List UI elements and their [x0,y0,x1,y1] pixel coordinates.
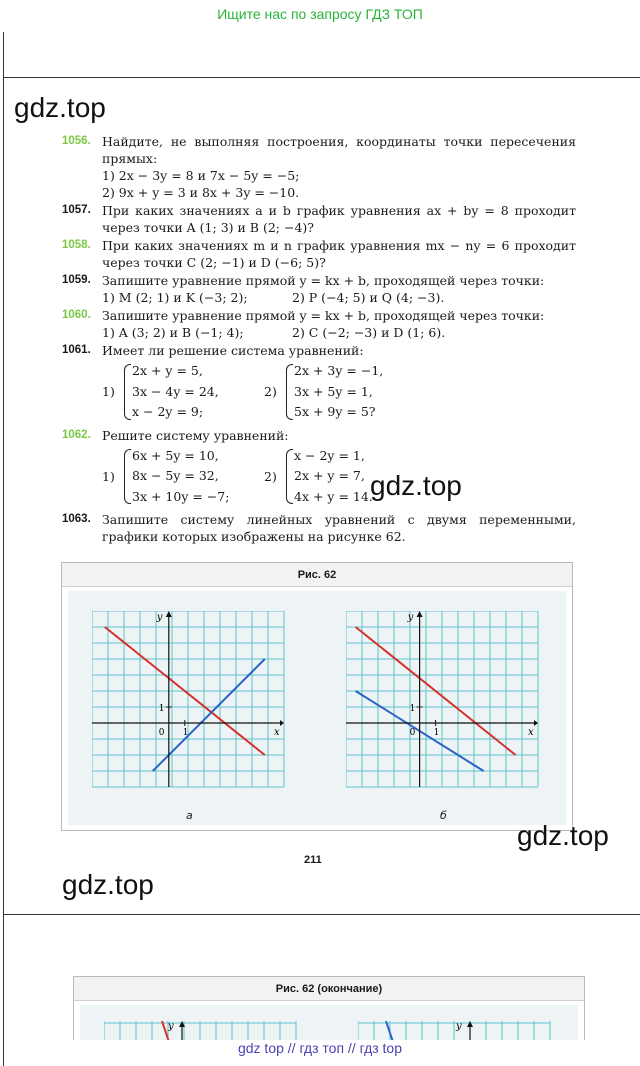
equation-system [122,446,264,508]
problem-1058 [62,237,576,271]
system-index: 1) [102,384,115,400]
figure-caption-a: а [186,809,193,822]
graph-b [346,611,546,791]
graph-a [92,611,292,791]
tick-label-x: 1 [433,728,440,738]
equation: 5x + 9y = 5? [294,404,376,419]
equation-system [122,361,264,423]
axis-x-arrow [534,720,538,726]
problem-number: 1056. [62,135,91,147]
axis-y-arrow [166,611,172,617]
problem-1059 [62,272,576,306]
bottom-banner[interactable]: gdz top // гдз топ // гдз top [237,1040,403,1056]
origin-label: 0 [158,728,165,738]
problem-text: При каких значениях m и n график уравнения mx − ny = 6 проходит через точки C (2; −1) и D (−6; 5)? [102,238,576,270]
equation: 4x + y = 14. [294,488,373,504]
problem-item: 1) A (3; 2) и B (−1; 4); [102,325,244,340]
page-number: 211 [304,854,322,866]
watermark: gdz.top [370,470,462,501]
problem-text: Запишите уравнение прямой y = kx + b, проходящей через точки: [102,308,545,323]
series-line-blue [153,659,265,771]
problem-number: 1058. [62,239,91,251]
problem-1060 [62,307,576,341]
axis-x-arrow [280,720,284,726]
problem-text: При каких значениях a и b график уравнения ax + by = 8 проходит через точки A (1; 3) и B (2; −4)? [102,203,576,235]
problem-number: 1061. [62,344,91,356]
problem-1057 [62,202,576,236]
figure-title: Рис. 62 (окончание) [74,977,584,1001]
problem-number: 1060. [62,309,91,321]
system-index: 2) [264,384,277,400]
equation: x − 2y = 9; [132,404,204,419]
problem-text: Запишите уравнение прямой y = kx + b, проходящей через точки: [102,273,545,288]
equation: 3x + 10y = −7; [132,488,230,504]
origin-label: 0 [409,728,416,738]
watermark: gdz.top [14,92,106,123]
problem-1063 [62,511,576,545]
problem-list [62,133,576,546]
problem-number: 1059. [62,274,91,286]
axis-y-label: y [456,1021,462,1032]
problem-1061 [62,342,576,423]
equation: 6x + 5y = 10, [132,447,219,463]
tick-label-y: 1 [409,704,416,714]
problem-number: 1057. [62,204,91,216]
figure-62-continued [73,976,585,1040]
problem-item: 2) P (−4; 5) и Q (4; −3). [292,290,445,305]
system-index: 1) [102,468,115,484]
figure-62 [61,562,573,831]
problem-number: 1063. [62,513,91,525]
top-banner[interactable]: Ищите нас по запросу ГДЗ ТОП [217,6,423,22]
equation: 2x + y = 7, [294,468,365,483]
problem-item: 2) C (−2; −3) и D (1; 6). [292,325,446,340]
graph-continued-left [104,1021,304,1040]
problem-text: Запишите систему линейных уравнений с двумя переменными, графики которых изображены на рисунке 62. [102,512,576,544]
figure-title: Рис. 62 [62,563,572,587]
system-index: 2) [264,468,277,484]
watermark: gdz.top [517,820,609,851]
grid [346,611,538,787]
problem-item: 2) 9x + y = 3 и 8x + 3y = −10. [102,185,300,200]
equation-system [284,361,426,423]
equation: x − 2y = 1, [294,447,365,463]
equation: 2x + 3y = −1, [294,363,384,378]
equation: 8x − 5y = 32, [132,468,219,483]
equation: 3x − 4y = 24, [132,383,219,399]
tick-label-x: 1 [182,728,189,738]
problem-item: 1) 2x − 3y = 8 и 7x − 5y = −5; [102,168,300,183]
axis-y-label: y [168,1021,174,1032]
problem-1062 [62,427,576,508]
axis-y-label: y [156,612,163,623]
page-frame-top [3,32,640,78]
grid [92,611,284,787]
axis-y-label: y [407,612,414,623]
axis-x-label: x [274,727,280,738]
tick-label-y: 1 [158,704,165,714]
figure-caption-b: б [440,809,447,822]
problem-1056 [62,133,576,201]
problem-text: Решите систему уравнений: [102,427,289,443]
equation: 2x + y = 5, [132,363,203,378]
problem-number: 1062. [62,428,91,441]
problem-text: Имеет ли решение система уравнений: [102,343,364,358]
watermark: gdz.top [62,869,154,900]
graph-continued-right [358,1021,558,1040]
problem-text: Найдите, не выполняя построения, координаты точки пересечения прямых: [102,134,576,166]
equation: 3x + 5y = 1, [294,383,373,399]
problem-item: 1) M (2; 1) и K (−3; 2); [102,290,248,305]
axis-y-arrow [417,611,423,617]
axis-x-label: x [528,727,534,738]
